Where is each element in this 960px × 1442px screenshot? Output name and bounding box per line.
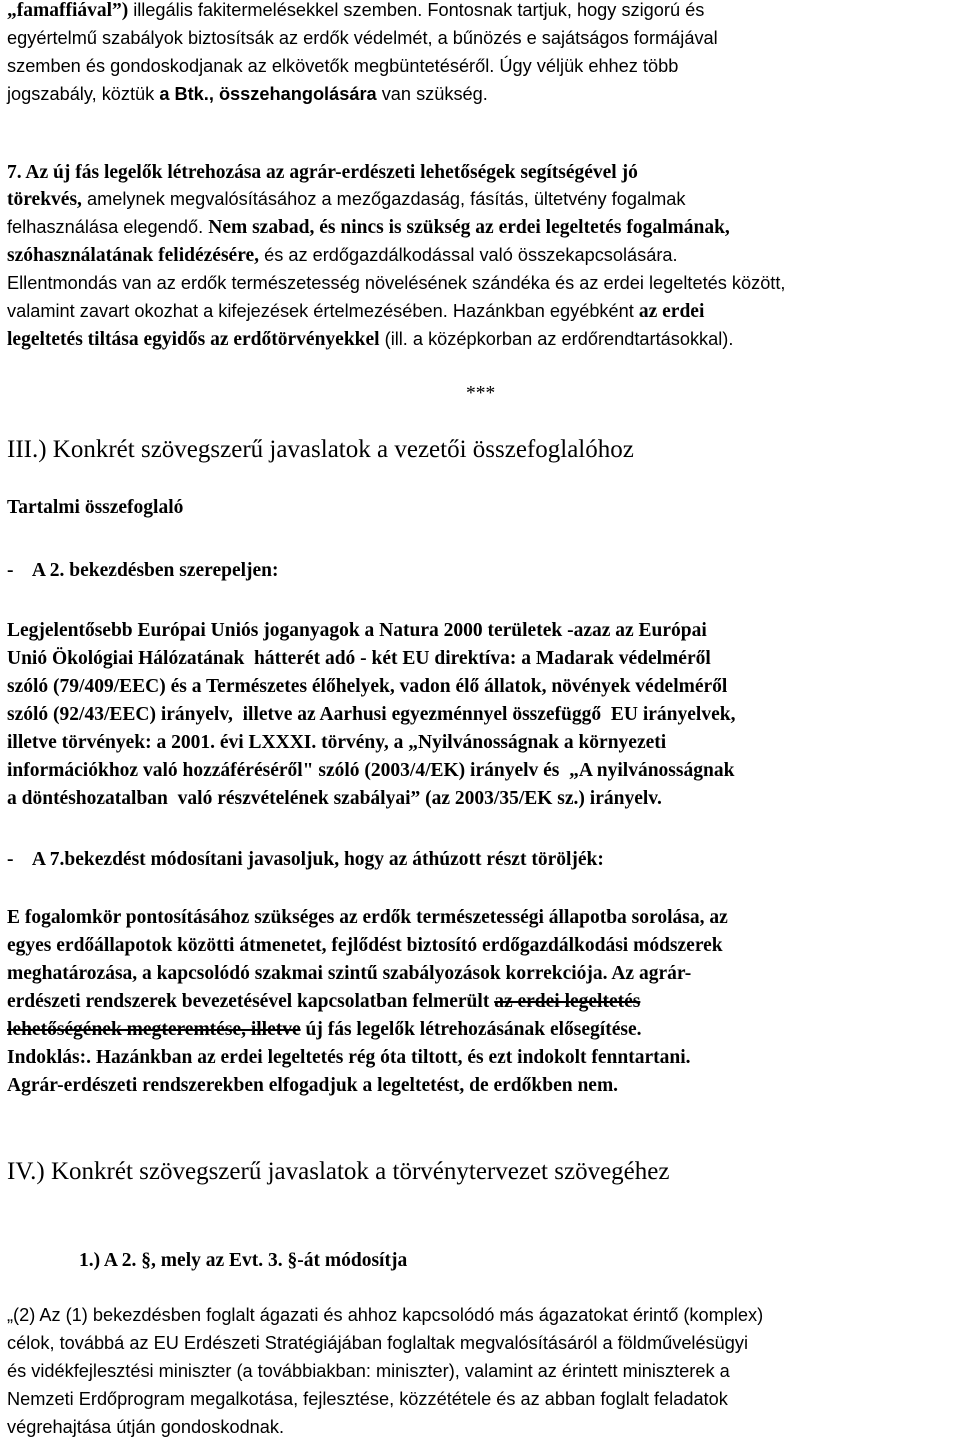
section-4-heading: IV.) Konkrét szövegszerű javaslatok a törvénytervezet szövegéhez: [7, 1158, 670, 1185]
paragraph-line: Unió Ökológiai Hálózatának hátterét adó - két EU direktíva: a Madarak védelméről: [7, 648, 711, 669]
quote-line: Nemzeti Erdőprogram megalkotása, fejlesztése, közzététele és az abban foglalt feladatok: [7, 1389, 728, 1409]
section-3-subheading: Tartalmi összefoglaló: [7, 497, 184, 518]
separator: ***: [466, 383, 496, 404]
bullet-item: - A 2. bekezdésben szerepeljen:: [7, 560, 279, 581]
paragraph-line: „famaffiával”) illegális fakitermelésekkel szemben. Fontosnak tartjuk, hogy szigorú és: [7, 0, 705, 21]
paragraph-line: jogszabály, köztük a Btk., összehangolására van szükség.: [7, 84, 488, 104]
paragraph-line: valamint zavart okozhat a kifejezések értelmezésében. Hazánkban egyébként az erdei: [7, 301, 705, 322]
paragraph-line: információkhoz való hozzáféréséről" szóló (2003/4/EK) irányelv és „A nyilvánosságnak: [7, 760, 735, 781]
paragraph-line: Ellentmondás van az erdők természetesség növelésének szándéka és az erdei legeltetés között,: [7, 273, 786, 293]
point-7-title: 7. Az új fás legelők létrehozása az agrár-erdészeti lehetőségek segítségével jó: [7, 162, 638, 183]
paragraph-line: szóhasználatának felidézésére, és az erdőgazdálkodással való összekapcsolására.: [7, 245, 678, 266]
quote-line: végrehajtása útján gondoskodnak.: [7, 1417, 285, 1437]
paragraph-line: meghatározása, a kapcsolódó szakmai szintű szabályozások korrekciója. Az agrár-: [7, 963, 692, 984]
paragraph-line: Agrár-erdészeti rendszerekben elfogadjuk a legeltetést, de erdőkben nem.: [7, 1075, 619, 1096]
paragraph-line: E fogalomkör pontosításához szükséges az erdők természetességi állapotba sorolása, az: [7, 907, 728, 928]
paragraph-line: legeltetés tiltása egyidős az erdőtörvényekkel (ill. a középkorban az erdőrendtartásokkal).: [7, 329, 734, 350]
paragraph-line: szóló (92/43/EEC) irányelv, illetve az Aarhusi egyezménnyel összefüggő EU irányelvek,: [7, 704, 736, 725]
paragraph-line: Legjelentősebb Európai Uniós joganyagok a Natura 2000 területek -azaz az Európai: [7, 620, 707, 641]
bullet-item: - A 7.bekezdést módosítani javasoljuk, hogy az áthúzott részt töröljék:: [7, 849, 604, 870]
paragraph-line: Indoklás:. Hazánkban az erdei legeltetés rég óta tiltott, és ezt indokolt fenntartani.: [7, 1047, 691, 1068]
paragraph-line: törekvés, amelynek megvalósításához a mezőgazdaság, fásítás, ültetvény fogalmak: [7, 189, 686, 210]
paragraph-line: egyértelmű szabályok biztosítsák az erdők védelmét, a bűnözés e sajátságos formájával: [7, 28, 718, 48]
quote-line: „(2) Az (1) bekezdésben foglalt ágazati és ahhoz kapcsolódó más ágazatokat érintő (komplex): [7, 1305, 764, 1325]
paragraph-line: illetve törvények: a 2001. évi LXXXI. törvény, a „Nyilvánosságnak a környezeti: [7, 732, 667, 753]
section-3-heading: III.) Konkrét szövegszerű javaslatok a vezetői összefoglalóhoz: [7, 436, 634, 463]
paragraph-line: szóló (79/409/EEC) és a Természetes élőhelyek, vadon élő állatok, növények védelméről: [7, 676, 728, 697]
quote-line: és vidékfejlesztési miniszter (a továbbiakban: miniszter), valamint az érintett miniszterek a: [7, 1361, 730, 1381]
paragraph-line: a döntéshozatalban való részvételének szabályai” (az 2003/35/EK sz.) irányelv.: [7, 788, 662, 809]
paragraph-line: erdészeti rendszerek bevezetésével kapcsolatban felmerült az erdei legeltetés: [7, 991, 641, 1012]
numbered-item: 1.) A 2. §, mely az Evt. 3. §-át módosítja: [79, 1250, 408, 1271]
quote-line: célok, továbbá az EU Erdészeti Stratégiájában foglaltak megvalósításáról a földművelésügyi: [7, 1333, 749, 1353]
paragraph-line: szemben és gondoskodjanak az elkövetők megbüntetéséről. Úgy véljük ehhez több: [7, 56, 679, 76]
paragraph-line: lehetőségének megteremtése, illetve új fás legelők létrehozásának elősegítése.: [7, 1019, 642, 1040]
struck-text: az erdei legeltetés: [494, 991, 641, 1012]
paragraph-line: felhasználása elegendő. Nem szabad, és nincs is szükség az erdei legeltetés fogalmának,: [7, 217, 730, 238]
paragraph-line: egyes erdőállapotok közötti átmenetet, fejlődést biztosító erdőgazdálkodási módszerek: [7, 935, 723, 956]
struck-text: lehetőségének megteremtése, illetve: [7, 1019, 301, 1040]
